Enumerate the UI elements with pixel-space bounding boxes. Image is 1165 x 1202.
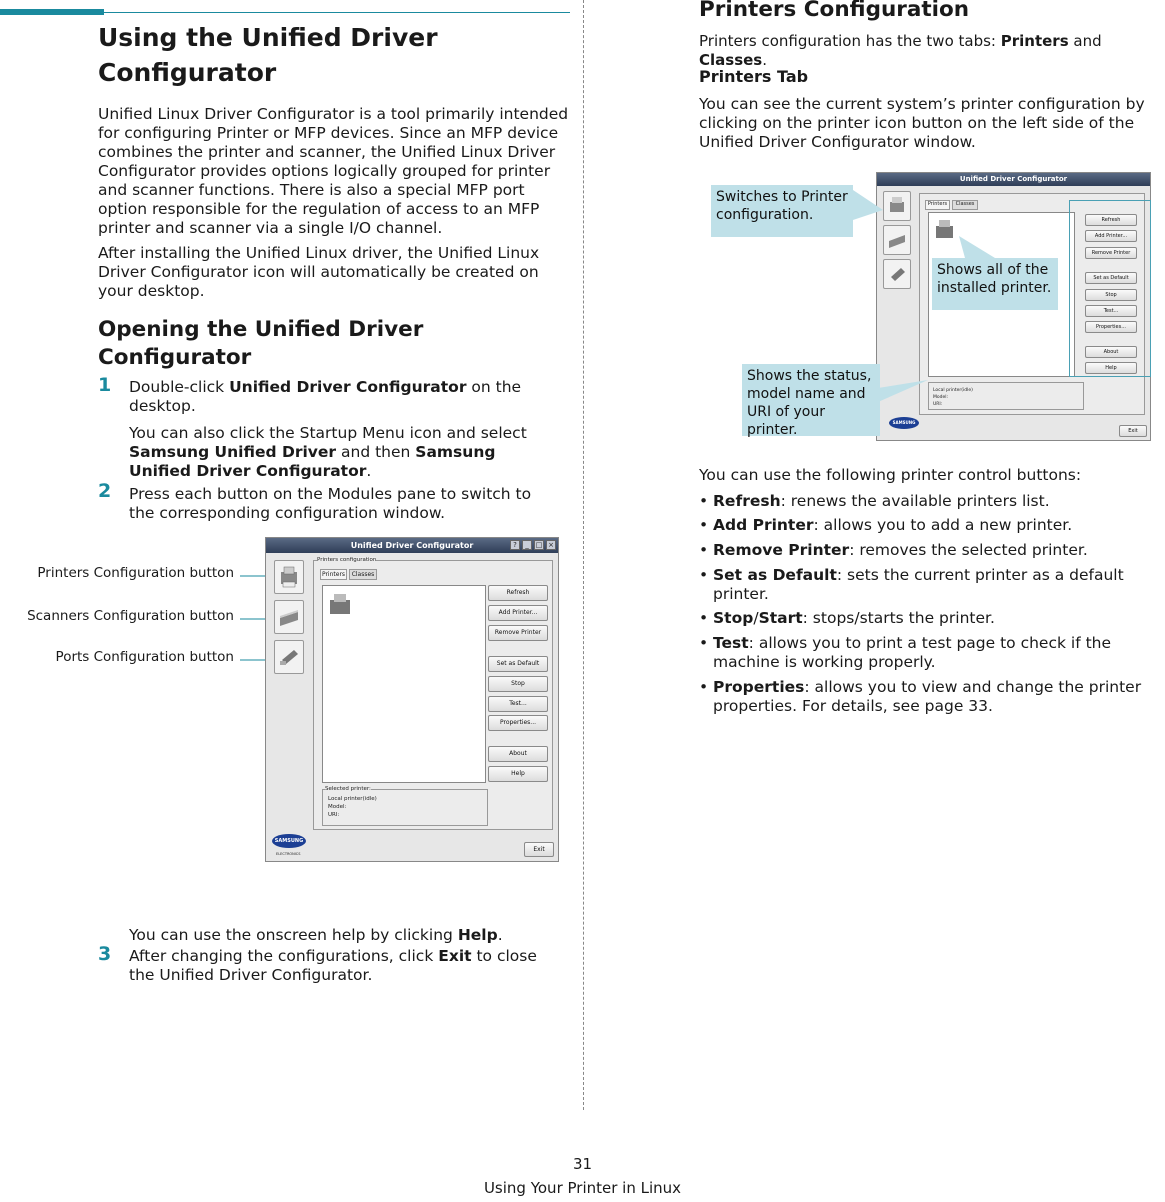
running-title: Using Your Printer in Linux [483, 1179, 682, 1197]
step-1-subtext: You can also click the Startup Menu icon and select Samsung Unified Driver and then Samsung Unified Driver Configurator. [129, 424, 527, 480]
section-title: Opening the Unified Driver Configurator [98, 317, 424, 370]
tab-classes[interactable]: Classes [952, 200, 978, 210]
callout-status: Shows the status, model name and URI of your printer. [742, 364, 880, 436]
port-icon [887, 263, 907, 285]
selected-model: Model: [933, 395, 949, 400]
scanner-icon [278, 604, 300, 630]
callout-pointer-2 [955, 236, 995, 260]
column-divider [583, 0, 584, 1110]
bullet-refresh: • Refresh: renews the available printers list. [699, 492, 1050, 510]
header-accent-bar [0, 9, 104, 15]
printers-config-button[interactable] [274, 560, 304, 594]
callout-installed-printers: Shows all of the installed printer. [932, 258, 1058, 310]
right-title: Printers Configuration [699, 0, 970, 22]
remove-printer-button[interactable]: Remove Printer [1085, 247, 1137, 259]
port-icon [278, 644, 300, 670]
callout-switch-printer: Switches to Printer configuration. [711, 185, 853, 237]
stop-button[interactable]: Stop [1085, 289, 1137, 301]
step-number: 3 [98, 943, 112, 965]
exit-button[interactable]: Exit [1119, 425, 1147, 437]
printer-list-icon [933, 217, 957, 241]
step-3-text: After changing the configurations, click Exit to close the Unified Driver Configurator. [129, 947, 537, 984]
selected-model: Model: [328, 804, 347, 810]
brand-sub: ELECTRONICS [276, 852, 301, 856]
bullet-test: • Test: allows you to print a test page to check if the machine is working properly. [699, 634, 1112, 671]
set-default-button[interactable]: Set as Default [488, 656, 548, 672]
bullet-add-printer: • Add Printer: allows you to add a new printer. [699, 516, 1073, 534]
callout-pointer-3 [878, 378, 930, 402]
samsung-logo: SAMSUNG [272, 834, 306, 848]
selected-status: Local printer(idle) [933, 388, 973, 393]
scanners-config-button[interactable] [274, 600, 304, 634]
selected-uri: URI: [328, 812, 340, 818]
scanners-config-button[interactable] [883, 225, 911, 255]
tab-printers[interactable]: Printers [925, 200, 950, 210]
right-intro: Printers configuration has the two tabs: Printers and Classes. [699, 32, 1102, 69]
callout-pointer-1 [853, 190, 885, 220]
printers-tab-desc: You can see the current system’s printer configuration by clicking on the printer icon button on the left side of the Unified Driver Configurator window. [699, 95, 1145, 151]
printers-tab-subtitle: Printers Tab [699, 67, 809, 86]
printer-icon [887, 195, 907, 217]
about-button[interactable]: About [1085, 346, 1137, 358]
help-text: You can use the onscreen help by clicking Help. [129, 926, 503, 944]
window-titlebar: Unified Driver Configurator [877, 173, 1150, 186]
ports-config-button[interactable] [883, 259, 911, 289]
properties-button[interactable]: Properties... [488, 715, 548, 731]
header-rule [104, 12, 570, 13]
test-button[interactable]: Test... [488, 696, 548, 712]
help-button[interactable]: Help [1085, 362, 1137, 374]
exit-button[interactable]: Exit [524, 842, 554, 857]
refresh-button[interactable]: Refresh [488, 585, 548, 601]
bullet-remove-printer: • Remove Printer: removes the selected printer. [699, 541, 1088, 559]
ports-config-button[interactable] [274, 640, 304, 674]
maximize-icon[interactable]: □ [535, 541, 543, 549]
configurator-window [265, 537, 559, 862]
page-title: Using the Unified Driver Configurator [98, 23, 438, 87]
about-button[interactable]: About [488, 746, 548, 762]
label-scanners-config: Scanners Configuration button [27, 608, 234, 624]
printers-config-group [313, 557, 553, 830]
tab-classes[interactable]: Classes [349, 569, 377, 580]
step-1-text: Double-click Unified Driver Configurator on the desktop. [129, 378, 522, 415]
close-icon[interactable]: × [546, 540, 556, 550]
properties-button[interactable]: Properties... [1085, 321, 1137, 333]
bullet-set-default: • Set as Default: sets the current printer as a default printer. [699, 566, 1124, 603]
window-titlebar: Unified Driver Configurator [266, 538, 558, 553]
stop-button[interactable]: Stop [488, 676, 548, 692]
selected-uri: URI: [933, 402, 943, 407]
tab-printers[interactable]: Printers [321, 571, 346, 578]
remove-printer-button[interactable]: Remove Printer [488, 625, 548, 641]
help-button[interactable]: Help [488, 766, 548, 782]
selected-printer-group [322, 786, 488, 826]
samsung-logo: SAMSUNG [889, 417, 919, 429]
selected-status: Local printer(idle) [328, 796, 377, 802]
printer-icon [278, 564, 300, 590]
selected-title: Selected printer: [325, 786, 371, 792]
selected-printer-group [928, 382, 1084, 410]
label-printers-config: Printers Configuration button [37, 565, 234, 581]
step-2-text: Press each button on the Modules pane to switch to the corresponding configuration window. [129, 485, 532, 522]
bullet-properties: • Properties: allows you to view and change the printer properties. For details, see page 33. [699, 678, 1142, 715]
help-window-icon[interactable]: ? [510, 540, 520, 550]
add-printer-button[interactable]: Add Printer... [1085, 230, 1137, 242]
intro-paragraph-2: After installing the Unified Linux driver, the Unified Linux Driver Configurator icon will automatically be created on your desktop. [98, 244, 540, 300]
step-number: 2 [98, 480, 112, 502]
step-number: 1 [98, 374, 112, 396]
label-ports-config: Ports Configuration button [55, 649, 234, 665]
bullet-stop-start: • Stop/Start: stops/starts the printer. [699, 609, 995, 627]
printer-list[interactable] [322, 585, 486, 783]
refresh-button[interactable]: Refresh [1085, 214, 1137, 226]
buttons-intro: You can use the following printer control buttons: [699, 466, 1082, 484]
printer-list-icon [327, 590, 355, 618]
printers-config-button[interactable] [883, 191, 911, 221]
group-title: Printers configuration [317, 557, 377, 563]
minimize-icon[interactable]: _ [522, 540, 532, 550]
intro-paragraph: Unified Linux Driver Configurator is a tool primarily intended for configuring Printer or MFP devices. Since an MFP device combines the printer and scanner, the Unified Linux Driver Configurator provides options logically grouped for printer and scanner functions. There is also a special MFP port option responsible for the regulation of access to an MFP printer and scanner via a single I/O channel. [98, 105, 569, 237]
buttons-highlight-box [1069, 200, 1151, 377]
set-default-button[interactable]: Set as Default [1085, 272, 1137, 284]
scanner-icon [887, 229, 907, 251]
page-number: 31 [572, 1155, 593, 1173]
add-printer-button[interactable]: Add Printer... [488, 605, 548, 621]
test-button[interactable]: Test... [1085, 305, 1137, 317]
